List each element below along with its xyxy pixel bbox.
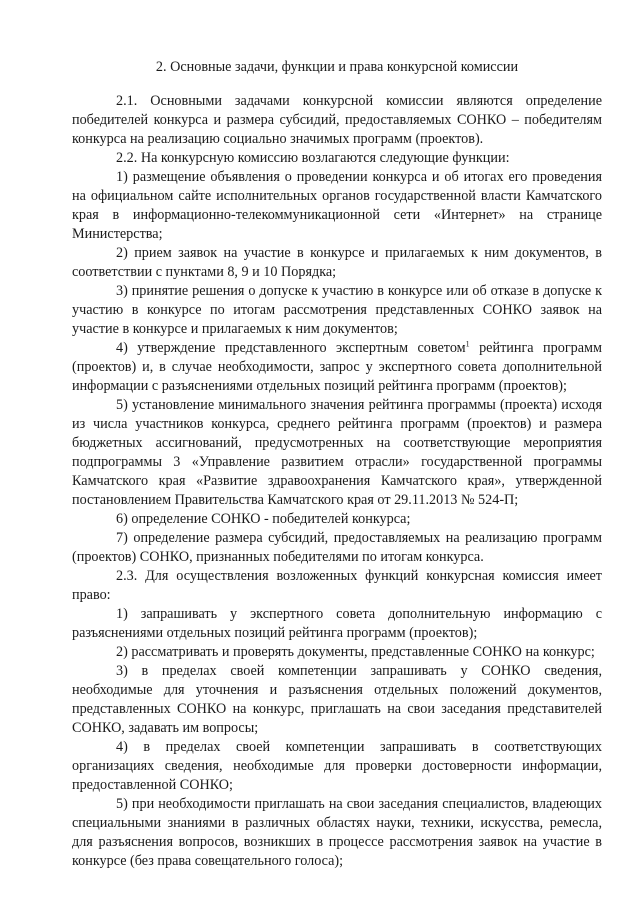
right-item-1: 1) запрашивать у экспертного совета дополнительную информацию с разъяснениями отдельных позиций рейтинга программ (проектов);	[72, 606, 602, 641]
section-heading: 2. Основные задачи, функции и права конкурсной комиссии	[155, 59, 519, 75]
function-item-1: 1) размещение объявления о проведении конкурса и об итогах его проведения на официальном сайте исполнительных органов государственной власти Камчатского края в информационно-телекоммуникационной сети «Интернет» на странице Министерства;	[72, 169, 602, 242]
function-item-4	[72, 339, 602, 396]
function-item-7: 7) определение размера субсидий, предоставляемых на реализацию программ (проектов) СОНКО, признанных победителями по итогам конкурса.	[72, 530, 602, 565]
right-item-5: 5) при необходимости приглашать на свои заседания специалистов, владеющих специальными знаниями в различных областях науки, техники, искусства, ремесла, для разъяснения вопросов, возникших в процессе рассмотрения заявок на участие в конкурсе (без права совещательного голоса);	[72, 796, 602, 869]
paragraph-2-1: 2.1. Основными задачами конкурсной комиссии являются определение победителей конкурса и размера субсидий, предоставляемых СОНКО – победителям конкурса на реализацию социально значимых программ (проектов).	[72, 93, 602, 147]
function-item-2: 2) прием заявок на участие в конкурсе и прилагаемых к ним документов, в соответствии с пунктами 8, 9 и 10 Порядка;	[72, 245, 602, 280]
right-item-4: 4) в пределах своей компетенции запрашивать в соответствующих организациях сведения, необходимые для проверки достоверности информации, предоставленной СОНКО;	[72, 739, 602, 793]
function-item-4-text-after: рейтинга программ (проектов) и, в случае необходимости, запрос у экспертного совета дополнительной информации с разъяснениями отдельных позиций рейтинга программ (проектов);	[72, 340, 602, 394]
right-item-2: 2) рассматривать и проверять документы, представленные СОНКО на конкурс;	[116, 644, 595, 660]
function-item-5: 5) установление минимального значения рейтинга программы (проекта) исходя из числа участников конкурса, среднего рейтинга программ (проектов) и размера бюджетных ассигнований, предусмотренных на соответствующие мероприятия подпрограммы 3 «Управление развитием отрасли» государственной программы Камчатского края «Развитие здравоохранения Камчатского края», утвержденной постановлением Правительства Камчатского края от 29.11.2013 № 524-П;	[72, 397, 602, 508]
function-item-3: 3) принятие решения о допуске к участию в конкурсе или об отказе в допуске к участию в конкурсе по итогам рассмотрения представленных СОНКО заявок на участие в конкурсе и прилагаемых к ним документов;	[72, 283, 602, 337]
right-item-3: 3) в пределах своей компетенции запрашивать у СОНКО сведения, необходимые для уточнения и разъяснения отдельных положений документов, представленных СОНКО на конкурс, приглашать на свои заседания представителей СОНКО, задавать им вопросы;	[72, 663, 602, 736]
footnote-mark: 1	[465, 339, 470, 349]
paragraph-2-2: 2.2. На конкурсную комиссию возлагаются следующие функции:	[116, 150, 510, 166]
function-item-6: 6) определение СОНКО - победителей конкурса;	[116, 511, 411, 527]
function-item-4-text-before: 4) утверждение представленного экспертным советом	[116, 340, 466, 356]
paragraph-2-3: 2.3. Для осуществления возложенных функций конкурсная комиссия имеет право:	[72, 568, 602, 603]
